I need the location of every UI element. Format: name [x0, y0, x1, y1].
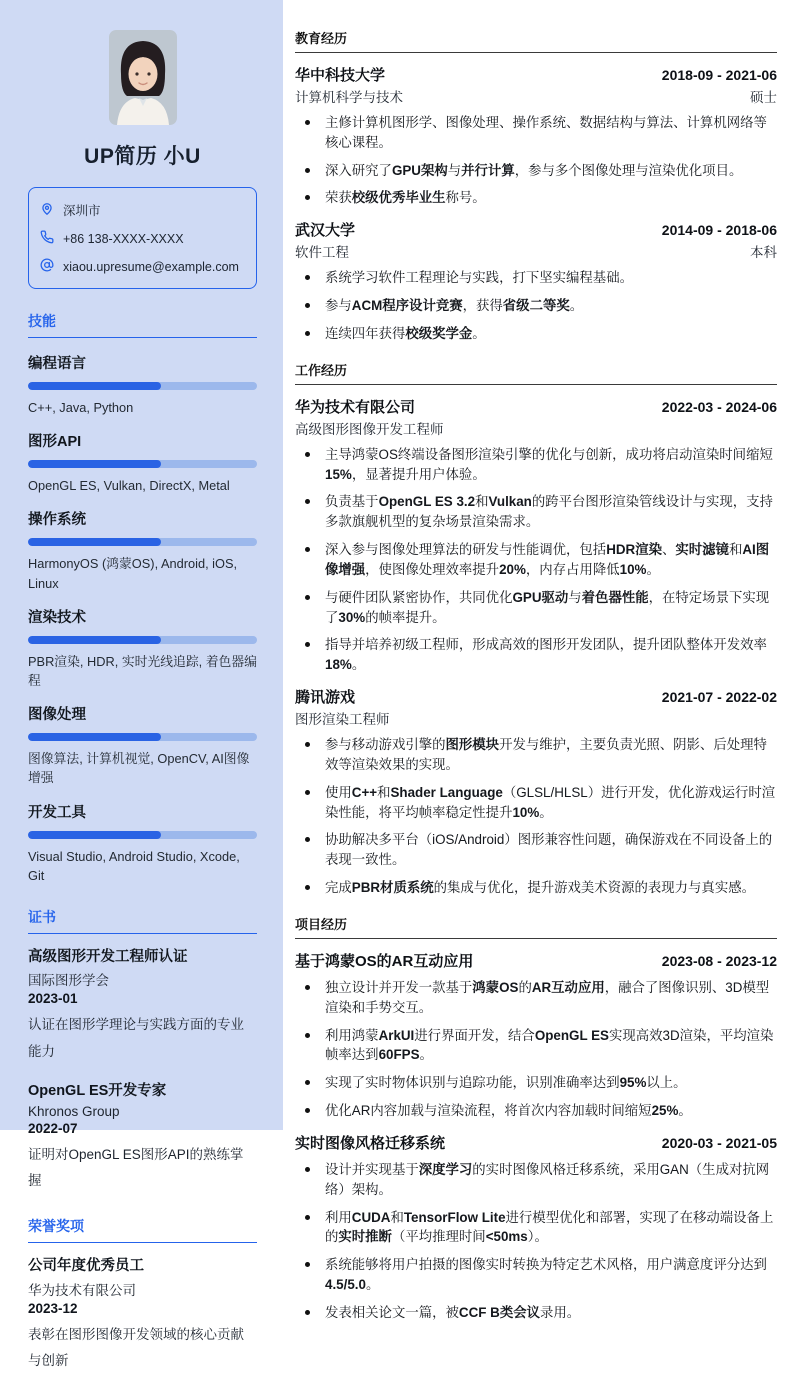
entry-header — [295, 950, 777, 971]
entry — [295, 64, 777, 208]
skill-desc: OpenGL ES, Vulkan, DirectX, Metal — [28, 478, 230, 494]
bold-text: 20% — [499, 561, 526, 577]
bold-text: C++ — [351, 784, 378, 800]
skill-progress-track — [28, 460, 257, 468]
section-work — [295, 360, 777, 898]
entry-subtitle-row — [295, 708, 777, 728]
skill-progress-fill — [28, 831, 161, 839]
bullet-list — [295, 735, 777, 898]
skill-name: 图形API — [28, 434, 82, 451]
bold-text: 校级优秀毕业生 — [351, 190, 446, 206]
bullet-item: 连续四年获得校级奖学金。 — [295, 324, 777, 344]
bold-text: 实时滤镜 — [675, 542, 729, 558]
skill-progress-track — [28, 636, 257, 644]
bold-text: 省级二等奖 — [502, 298, 570, 314]
entry-date: 2023-08 - 2023-12 — [661, 952, 777, 969]
bold-text: ArkUI — [378, 1027, 415, 1043]
bullet-item: 独立设计并开发一款基于鸿蒙OS的AR互动应用，融合了图像识别、3D模型渲染和手势交互。 — [295, 978, 777, 1018]
bullet-item: 主修计算机图形学、图像处理、操作系统、数据结构与算法、计算机网络等核心课程。 — [295, 113, 777, 153]
entry-subtitle-right: 硕士 — [750, 90, 777, 105]
skill-desc: PBR渲染, HDR, 实时光线追踪, 着色器编程 — [28, 653, 257, 688]
contact-row — [40, 258, 245, 275]
skill-item — [28, 703, 257, 787]
bold-text: 鸿蒙OS — [472, 979, 519, 995]
entry-date: 2020-03 - 2021-05 — [661, 1134, 777, 1151]
entry-title: 基于鸿蒙OS的AR互动应用 — [295, 952, 474, 970]
contact-row — [40, 201, 245, 219]
bold-text: 着色器性能 — [581, 589, 649, 605]
skill-name: 操作系统 — [28, 512, 86, 529]
bold-text: GPU架构 — [391, 162, 448, 178]
credential-desc: 认证在图形学理论与实践方面的专业能力 — [28, 1017, 244, 1059]
entry — [295, 219, 777, 343]
bullet-item: 负责基于OpenGL ES 3.2和Vulkan的跨平台图形渲染管线设计与实现，支持多款旗舰机型的复杂场景渲染需求。 — [295, 492, 777, 532]
entry — [295, 1132, 777, 1323]
skill-progress-fill — [28, 382, 161, 390]
bold-text: 10% — [512, 804, 540, 820]
bold-text: OpenGL ES 3.2 — [378, 494, 476, 510]
entry-date: 2022-03 - 2024-06 — [661, 398, 777, 415]
bullet-item: 系统学习软件工程理论与实践，打下坚实编程基础。 — [295, 268, 777, 288]
credential-issuer: 国际图形学会 — [28, 973, 109, 989]
skill-desc: Visual Studio, Android Studio, Xcode, Git — [28, 848, 240, 883]
bold-text: 18% — [325, 657, 352, 673]
entry-date: 2018-09 - 2021-06 — [661, 67, 777, 83]
skill-progress-fill — [28, 538, 161, 546]
entry-subtitle: 图形渲染工程师 — [295, 712, 390, 728]
section-title: 项目经历 — [295, 914, 777, 939]
bullet-list — [295, 268, 777, 343]
credential-desc: 证明对OpenGL ES图形API的熟练掌握 — [28, 1146, 244, 1188]
section-education — [295, 28, 777, 344]
skill-name: 图像处理 — [28, 707, 86, 724]
main-column — [283, 0, 799, 1320]
credential-name: 高级图形开发工程师认证 — [28, 948, 188, 965]
skill-progress-fill — [28, 733, 161, 741]
credential-issuer: 华为技术有限公司 — [28, 1282, 136, 1298]
entry-date: 2014-09 - 2018-06 — [661, 222, 777, 239]
credential-item — [28, 1082, 257, 1194]
skill-name: 编程语言 — [28, 356, 86, 372]
bullet-item: 主导鸿蒙OS终端设备图形渲染引擎的优化与创新，成功将启动渲染时间缩短15%，显著提升用户体验。 — [295, 445, 777, 485]
entry-header — [295, 1132, 777, 1153]
section-title: 教育经历 — [295, 28, 777, 53]
credential-item — [28, 1257, 257, 1374]
sidebar-sections — [28, 311, 257, 1374]
entry-subtitle: 计算机科学与技术 — [295, 90, 403, 105]
bullet-item: 深入研究了GPU架构与并行计算，参与多个图像处理与渲染优化项目。 — [295, 161, 777, 181]
entry — [295, 396, 777, 675]
skill-progress-track — [28, 538, 257, 546]
entry-title: 华中科技大学 — [295, 67, 386, 84]
bold-text: 并行计算 — [461, 162, 515, 178]
bold-text: PBR材质系统 — [351, 880, 434, 896]
entry-title: 华为技术有限公司 — [295, 398, 416, 416]
bullet-item: 协助解决多平台（iOS/Android）图形兼容性问题，确保游戏在不同设备上的表现一致性。 — [295, 830, 777, 870]
contact-text: xiaou.upresume@example.com — [63, 259, 239, 274]
bullet-list — [295, 113, 777, 208]
skill-name: 渲染技术 — [28, 609, 86, 626]
credential-issuer: Khronos Group — [28, 1103, 120, 1119]
phone-icon — [40, 230, 54, 247]
skill-item — [28, 801, 257, 885]
bullet-item: 指导并培养初级工程师，形成高效的图形开发团队，提升团队整体开发效率18%。 — [295, 635, 777, 675]
entry-header — [295, 219, 777, 240]
contact-text: 深圳市 — [63, 204, 101, 218]
bullet-item: 设计并实现基于深度学习的实时图像风格迁移系统，采用GAN（生成对抗网络）架构。 — [295, 1160, 777, 1200]
credential-date: 2023-12 — [28, 1300, 78, 1316]
skill-progress-track — [28, 831, 257, 839]
bold-text: 60FPS — [378, 1047, 420, 1063]
bullet-item: 实现了实时物体识别与追踪功能，识别准确率达到95%以上。 — [295, 1073, 777, 1093]
skill-item — [28, 352, 257, 417]
bold-text: Shader Language — [390, 784, 503, 800]
sidebar-section-title: 荣誉奖项 — [28, 1216, 257, 1243]
entry — [295, 950, 777, 1121]
bold-text: 30% — [338, 609, 366, 625]
bullet-list — [295, 978, 777, 1121]
entry-subtitle-row — [295, 86, 777, 106]
entry-header — [295, 686, 777, 707]
bold-text: 4.5/5.0 — [325, 1276, 366, 1292]
entry-header — [295, 64, 777, 85]
entry-title: 武汉大学 — [295, 222, 356, 240]
entry-header — [295, 396, 777, 417]
credential-name: OpenGL ES开发专家 — [28, 1083, 167, 1100]
credential-desc: 表彰在图形图像开发领域的核心贡献与创新 — [28, 1326, 244, 1369]
bullet-item: 系统能够将用户拍摄的图像实时转换为特定艺术风格，用户满意度评分达到4.5/5.0。 — [295, 1255, 777, 1295]
bullet-list — [295, 1160, 777, 1323]
main-sections — [295, 28, 777, 1323]
bullet-item: 参与ACM程序设计竞赛，获得省级二等奖。 — [295, 296, 777, 316]
section-title: 工作经历 — [295, 360, 777, 385]
entry-subtitle: 软件工程 — [295, 245, 349, 261]
contact-text: +86 138-XXXX-XXXX — [63, 231, 184, 246]
contact-row — [40, 230, 245, 247]
entry-date: 2021-07 - 2022-02 — [661, 689, 777, 706]
entry — [295, 686, 777, 898]
skill-desc: 图像算法, 计算机视觉, OpenCV, AI图像增强 — [28, 751, 250, 786]
bold-text: 25% — [651, 1103, 679, 1119]
bullet-item: 优化AR内容加载与渲染流程，将首次内容加载时间缩短25%。 — [295, 1101, 777, 1121]
sidebar-section-certificates — [28, 907, 257, 1194]
bold-text: <50ms — [485, 1229, 528, 1245]
bold-text: 95% — [619, 1075, 647, 1091]
entry-subtitle: 高级图形图像开发工程师 — [295, 421, 444, 437]
bold-text: GPU驱动 — [512, 589, 569, 605]
bold-text: ACM程序设计竞赛 — [351, 298, 463, 314]
bullet-item: 与硬件团队紧密协作，共同优化GPU驱动与着色器性能，在特定场景下实现了30%的帧率提升。 — [295, 588, 777, 628]
entry-title: 实时图像风格迁移系统 — [295, 1134, 446, 1152]
bullet-item: 发表相关论文一篇，被CCF B类会议录用。 — [295, 1303, 777, 1323]
bold-text: TensorFlow Lite — [403, 1209, 506, 1225]
location-pin-icon — [40, 202, 54, 219]
avatar-photo — [109, 30, 177, 125]
sidebar — [0, 0, 283, 1369]
bullet-item: 使用C++和Shader Language（GLSL/HLSL）进行开发，优化游戏运行时渲染性能，将平均帧率稳定性提升10%。 — [295, 783, 777, 823]
credential-item — [28, 948, 257, 1065]
bold-text: 深度学习 — [418, 1161, 473, 1177]
entry-subtitle-row — [295, 241, 777, 261]
credential-date: 2023-01 — [28, 991, 78, 1007]
bold-text: OpenGL ES — [534, 1027, 609, 1043]
bold-text: 15% — [325, 466, 352, 482]
bold-text: HDR渲染 — [606, 542, 662, 558]
bold-text: CCF B类会议 — [458, 1304, 540, 1320]
bold-text: 10% — [619, 561, 647, 577]
section-projects — [295, 914, 777, 1323]
bullet-item: 荣获校级优秀毕业生称号。 — [295, 188, 777, 208]
bold-text: AI图像增强 — [325, 542, 770, 577]
resume-name: UP简历 小U — [84, 145, 201, 168]
bold-text: 校级奖学金 — [405, 325, 473, 341]
bold-text: Vulkan — [488, 494, 532, 510]
skill-progress-track — [28, 382, 257, 390]
bullet-item: 利用鸿蒙ArkUI进行界面开发，结合OpenGL ES实现高效3D渲染，平均渲染帧率达到60FPS。 — [295, 1026, 777, 1066]
bold-text: AR互动应用 — [531, 979, 605, 995]
bullet-list — [295, 445, 777, 675]
photo-wrap — [28, 30, 257, 125]
contact-card — [28, 187, 257, 289]
skill-progress-fill — [28, 460, 161, 468]
bullet-item: 深入参与图像处理算法的研发与性能调优，包括HDR渲染、实时滤镜和AI图像增强，使图像处理效率提升20%，内存占用降低10%。 — [295, 540, 777, 580]
skill-item — [28, 430, 257, 495]
skill-item — [28, 508, 257, 592]
bullet-item: 参与移动游戏引擎的图形模块开发与维护，主要负责光照、阴影、后处理特效等渲染效果的实现。 — [295, 735, 777, 775]
sidebar-section-awards — [28, 1216, 257, 1374]
credential-date: 2022-07 — [28, 1120, 78, 1136]
bold-text: CUDA — [351, 1209, 391, 1225]
at-sign-icon — [40, 258, 54, 275]
bold-text: 图形模块 — [445, 737, 500, 753]
skill-progress-fill — [28, 636, 161, 644]
skill-desc: HarmonyOS (鸿蒙OS), Android, iOS, Linux — [28, 556, 238, 591]
skill-progress-track — [28, 733, 257, 741]
skill-desc: C++, Java, Python — [28, 400, 134, 415]
sidebar-section-title: 证书 — [28, 907, 257, 934]
entry-subtitle-row — [295, 418, 777, 438]
skill-name: 开发工具 — [28, 804, 86, 821]
entry-title: 腾讯游戏 — [295, 689, 356, 707]
credential-name: 公司年度优秀员工 — [28, 1258, 144, 1275]
skill-item — [28, 606, 257, 690]
bullet-item: 完成PBR材质系统的集成与优化，提升游戏美术资源的表现力与真实感。 — [295, 878, 777, 898]
bullet-item: 利用CUDA和TensorFlow Lite进行模型优化和部署，实现了在移动端设备上的实时推断（平均推理时间<50ms）。 — [295, 1208, 777, 1248]
bold-text: 实时推断 — [338, 1229, 392, 1245]
sidebar-section-skills — [28, 311, 257, 885]
sidebar-section-title: 技能 — [28, 311, 257, 338]
entry-subtitle-right: 本科 — [750, 245, 777, 261]
